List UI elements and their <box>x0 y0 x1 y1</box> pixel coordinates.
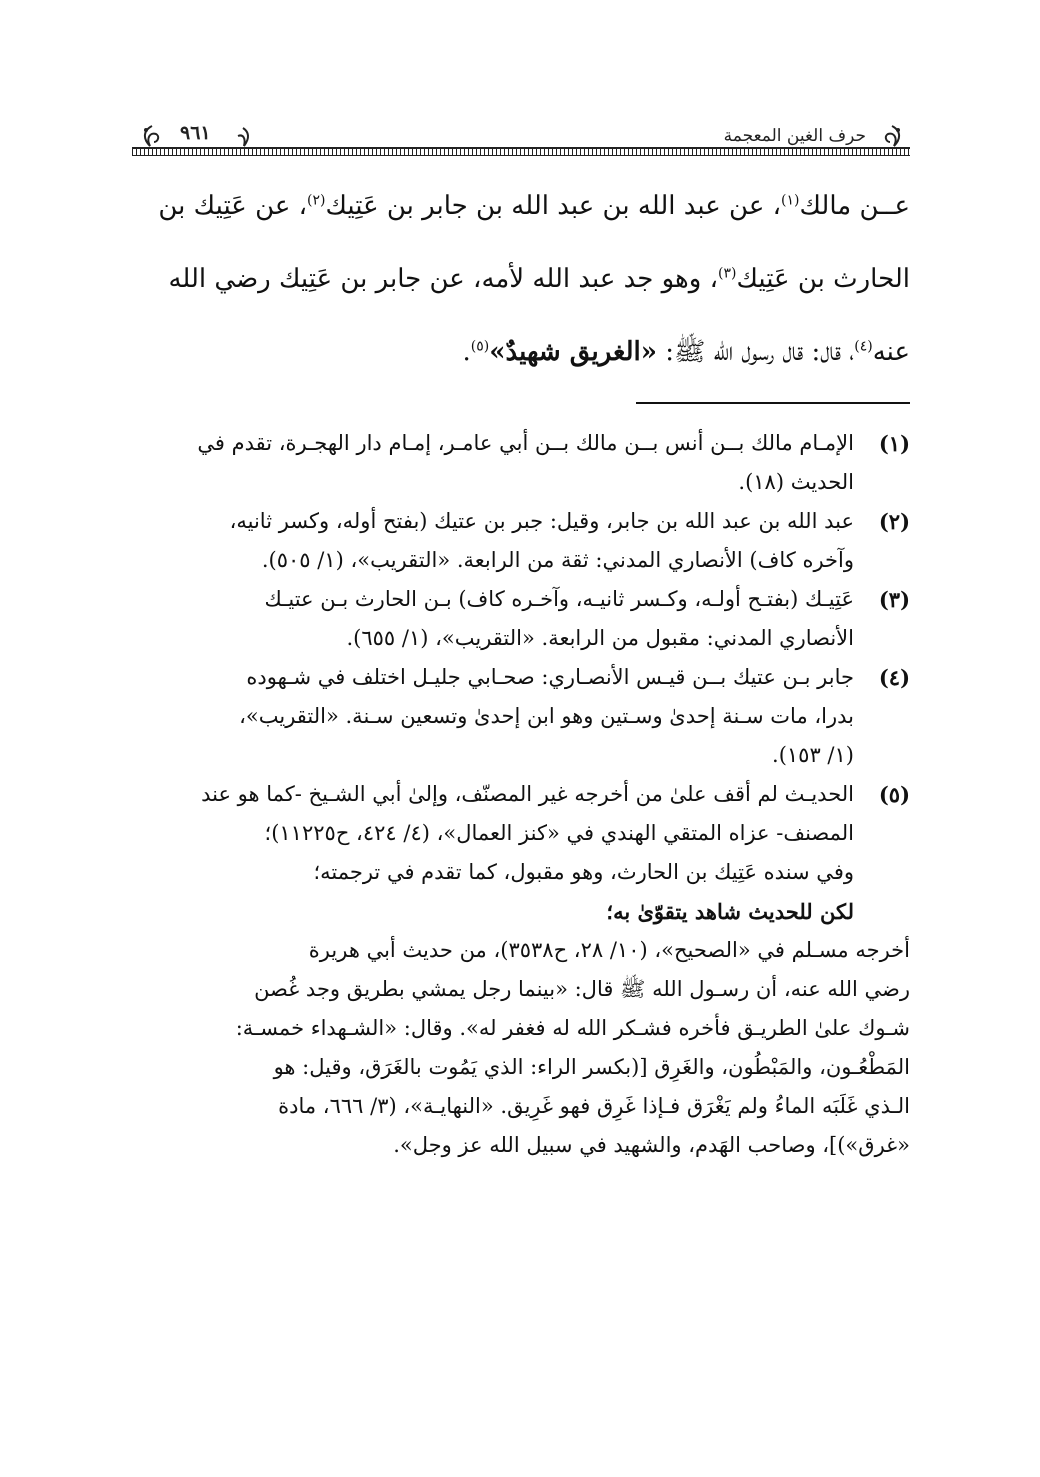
footnote <box>132 424 910 502</box>
text-run: ، قال: قال رسول الله ﷺ: <box>656 337 855 367</box>
footnote-number: (٤) <box>878 665 910 690</box>
running-header <box>132 112 910 156</box>
main-text <box>132 170 910 389</box>
footnote-number: (٣) <box>878 587 910 612</box>
footnote-line: عبد الله بن عبد الله بن جابر، وقيل: جبر بن عتيك (بفتح أوله، وكسر ثانيه، <box>229 509 854 533</box>
footnote-line: لكن للحديث شاهد يتقوّىٰ به؛ <box>606 899 854 924</box>
footnote <box>132 658 910 775</box>
footnote-line: وفي سنده عَتِيك بن الحارث، وهو مقبول، كما تقدم في ترجمته؛ <box>313 860 854 884</box>
footnote-ref: (٥) <box>470 338 490 355</box>
text-run: ، عن عبد الله بن عبد الله بن جابر بن عَتِيك <box>325 191 782 221</box>
footnote-separator <box>636 402 910 404</box>
main-line <box>132 316 910 389</box>
main-line <box>132 170 910 243</box>
hadith-quote: «الغريق شهيدٌ» <box>489 337 657 367</box>
footnote-ref: (٣) <box>717 265 737 282</box>
header-rule <box>132 147 910 156</box>
text-run: عنه <box>872 337 910 367</box>
footnote-ref: (٤) <box>854 338 873 355</box>
footnote-line: الحديث (١٨). <box>738 470 854 494</box>
footnote-body <box>132 580 854 658</box>
footnote-body <box>132 502 854 580</box>
footnote-body <box>132 775 854 931</box>
text-run: ، عن عَتِيك بن <box>158 191 308 221</box>
footnote-body <box>132 424 854 502</box>
text-run: ، وهو جد عبد الله لأمه، عن جابر بن عَتِيك رضي الله <box>168 264 718 294</box>
text-run: الحارث بن عَتِيك <box>736 264 910 294</box>
footnote-continuation-line: أخرجه مسـلم في «الصحيح»، (١٠/ ٢٨، ح٣٥٣٨)، من حديث أبي هريرة <box>308 938 910 962</box>
footnote <box>132 580 910 658</box>
footnotes <box>132 424 910 1165</box>
footnote-line: الأنصاري المدني: مقبول من الرابعة. «التقريب»، (١/ ٦٥٥). <box>346 626 854 650</box>
page-number: ٩٦١ <box>180 122 211 144</box>
footnote-ref: (١) <box>781 192 800 209</box>
footnote-continuation-line: المَطْعُـون، والمَبْطُون، والغَرِق [(بكسر الراء: الذي يَمُوت بالغَرَق، وقيل: هو <box>273 1055 910 1079</box>
main-line <box>132 243 910 316</box>
footnote-continuation-line: «غرق»)]، وصاحب الهَدم، والشهيد في سبيل الله عز وجل». <box>393 1133 910 1157</box>
footnote-line: المصنف- عزاه المتقي الهندي في «كنز العمال»، (٤/ ٤٢٤، ح١١٢٢٥)؛ <box>264 821 854 845</box>
text-run: عــن مالك <box>799 191 910 221</box>
footnote-line: جابر بـن عتيك بــن قيـس الأنصـاري: صحـابي جليـل اختلف في شـهوده <box>246 665 854 689</box>
footnote-line: (١/ ١٥٣). <box>772 743 854 767</box>
footnote-continuation-line: رضي الله عنه، أن رسـول الله ﷺ قال: «بينما رجل يمشي بطريق وجد غُصن <box>254 977 910 1001</box>
footnote-number: (٥) <box>878 782 910 807</box>
footnote-body <box>132 658 854 775</box>
footnote-line: عَتِيـك (بفتـح أولـه، وكـسر ثانيـه، وآخـره كاف) بـن الحارث بـن عتيـك <box>264 587 854 611</box>
footnote <box>132 502 910 580</box>
footnote-number: (١) <box>878 431 910 456</box>
footnote-line: بدرا، مات سـنة إحدىٰ وسـتين وهو ابن إحدىٰ وتسعين سـنة. «التقريب»، <box>239 704 854 728</box>
footnote <box>132 775 910 931</box>
footnote-continuation-line: الـذي غَلَبَه الماءُ ولم يَغْرَق فـإذا غَرِق فهو غَرِيق. «النهايـة»، (٣/ ٦٦٦، مادة <box>278 1094 910 1118</box>
footnote-continuation-line: شـوك علىٰ الطريـق فأخره فشـكر الله له فغفر له». وقال: «الشـهداء خمسـة: <box>235 1016 910 1040</box>
footnote-line: وآخره كاف) الأنصاري المدني: ثقة من الرابعة. «التقريب»، (١/ ٥٠٥). <box>261 548 854 572</box>
footnote-line: الإمـام مالك بــن أنس بــن مالك بــن أبي عامـر، إمـام دار الهجـرة، تقدم في <box>197 431 854 455</box>
text-run: . <box>462 337 471 367</box>
footnote-number: (٢) <box>878 509 910 534</box>
running-title: حرف الغين المعجمة <box>723 126 866 146</box>
footnote-line: الحديـث لم أقف علىٰ من أخرجه غير المصنّف، وإلىٰ أبي الشـيخ -كما هو عند <box>201 782 854 806</box>
footnote-ref: (٢) <box>307 192 326 209</box>
